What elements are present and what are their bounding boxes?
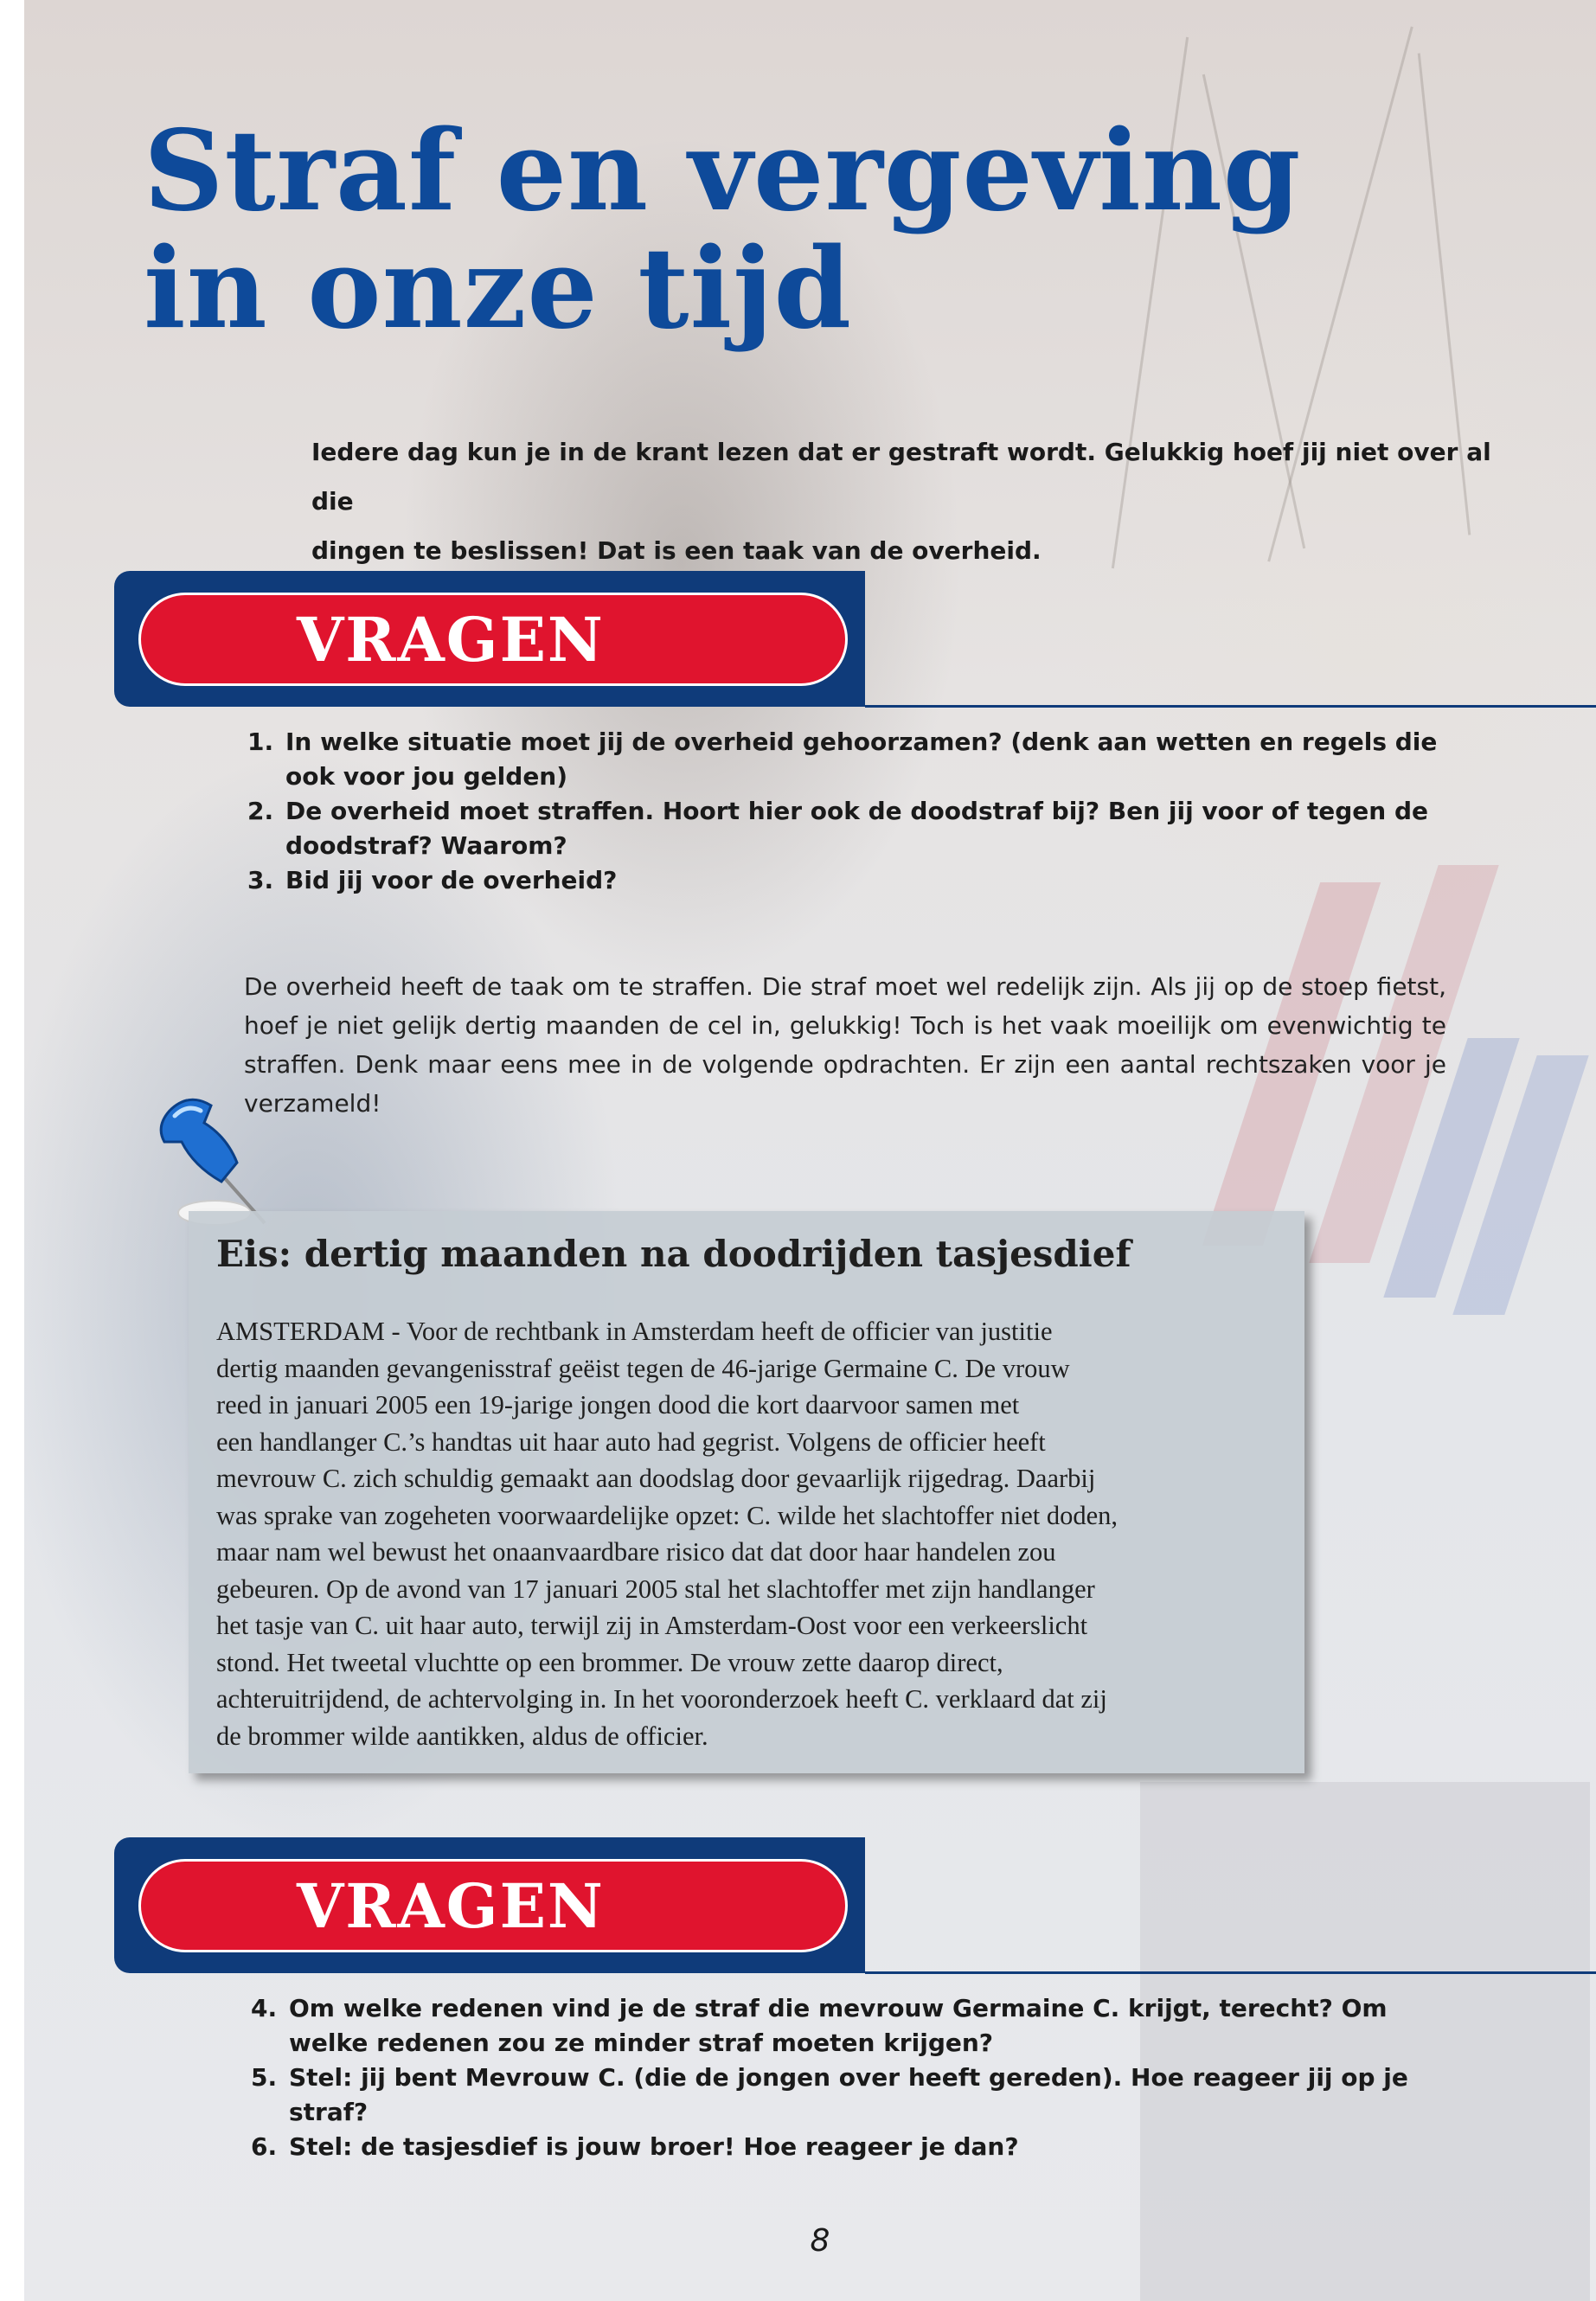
question-item: 2. De overheid moet straffen. Hoort hier ook de doodstraf bij? Ben jij voor of tegen de doodstraf? Waarom? xyxy=(247,797,1429,860)
title-line-2: in onze tijd xyxy=(144,224,852,354)
news-line: maar nam wel bewust het onaanvaardbare risico dat dat door haar handelen zou xyxy=(216,1537,1056,1567)
news-line: was sprake van zogeheten voorwaardelijke opzet: C. wilde het slachtoffer niet doden, xyxy=(216,1500,1118,1530)
body-paragraph: De overheid heeft de taak om te straffen. Die straf moet wel redelijk zijn. Als jij op de stoep fietst, hoef je niet gelijk dertig maanden de cel in, gelukkig! Toch is het vaak moeilijk om evenwichtig te straffen. Denk maar eens mee in de volgende opdrachten. Er zijn een aantal rechtszaken voor je verzameld! xyxy=(244,972,1446,1118)
questions-list-1 xyxy=(247,725,1441,898)
questions-list-2 xyxy=(251,1991,1462,2164)
vragen-banner-1 xyxy=(114,571,865,707)
news-line: stond. Het tweetal vluchtte op een brommer. De vrouw zette daarop direct, xyxy=(216,1647,1003,1677)
vragen-label: VRAGEN xyxy=(297,1870,605,1942)
news-headline: Eis: dertig maanden na doodrijden tasjesdief xyxy=(216,1233,1131,1275)
vragen-pill xyxy=(138,1859,848,1952)
news-article-box xyxy=(189,1211,1304,1773)
question-item: 1. In welke situatie moet jij de overheid gehoorzamen? (denk aan wetten en regels die ook voor jou gelden) xyxy=(247,727,1438,791)
question-item: 5. Stel: jij bent Mevrouw C. (die de jongen over heeft gereden). Hoe reageer jij op je straf? xyxy=(251,2063,1408,2126)
news-line: gebeuren. Op de avond van 17 januari 2005 stal het slachtoffer met zijn handlanger xyxy=(216,1574,1095,1604)
intro-text xyxy=(311,427,1522,575)
news-line: het tasje van C. uit haar auto, terwijl zij in Amsterdam-Oost voor een verkeerslicht xyxy=(216,1611,1088,1640)
news-line: AMSTERDAM - Voor de rechtbank in Amsterdam heeft de officier van justitie xyxy=(216,1317,1053,1346)
page-number: 8 xyxy=(810,2223,830,2259)
title-line-1: Straf en vergeving xyxy=(144,106,1302,236)
question-item: 3. Bid jij voor de overheid? xyxy=(247,866,618,894)
news-line: achteruitrijdend, de achtervolging in. In het vooronderzoek heeft C. verklaard dat zij xyxy=(216,1684,1107,1714)
question-item: 6. Stel: de tasjesdief is jouw broer! Hoe reageer je dan? xyxy=(251,2132,1019,2161)
question-item: 4. Om welke redenen vind je de straf die mevrouw Germaine C. krijgt, terecht? Om welke redenen zou ze minder straf moeten krijgen? xyxy=(251,1994,1388,2057)
vragen-banner-2 xyxy=(114,1837,865,1973)
section-rule-1 xyxy=(865,705,1596,708)
news-line: een handlanger C.’s handtas uit haar auto had gegrist. Volgens de officier heeft xyxy=(216,1426,1046,1457)
news-line: de brommer wilde aantikken, aldus de officier. xyxy=(216,1721,708,1751)
news-line: reed in januari 2005 een 19-jarige jongen dood die kort daarvoor samen met xyxy=(216,1390,1020,1420)
page xyxy=(24,0,1596,2301)
section-rule-2 xyxy=(865,1971,1596,1974)
intro-line-1: Iedere dag kun je in de krant lezen dat er gestraft wordt. Gelukkig hoef jij niet over al die xyxy=(311,438,1491,516)
intro-line-2: dingen te beslissen! Dat is een taak van de overheid. xyxy=(311,536,1042,565)
news-line: dertig maanden gevangenisstraf geëist tegen de 46-jarige Germaine C. De vrouw xyxy=(216,1353,1070,1383)
page-title xyxy=(144,106,1302,354)
news-line: mevrouw C. zich schuldig gemaakt aan doodslag door gevaarlijk rijgedrag. Daarbij xyxy=(216,1464,1096,1493)
vragen-pill xyxy=(138,593,848,686)
news-body xyxy=(216,1313,1263,1754)
vragen-label: VRAGEN xyxy=(297,604,605,676)
